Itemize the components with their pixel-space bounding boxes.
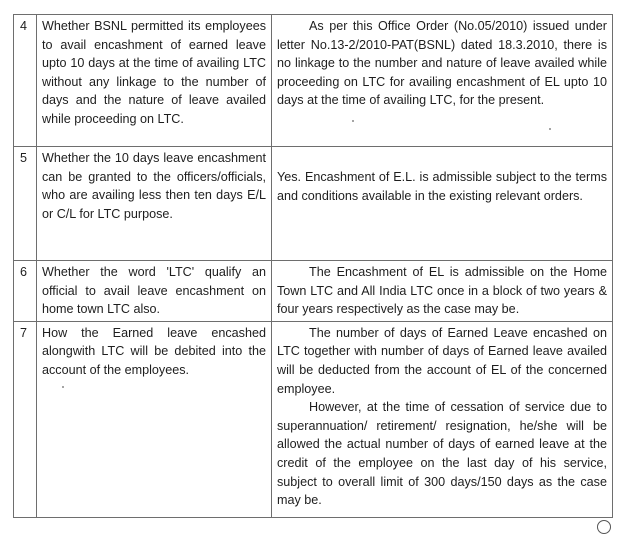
- answer-cell: [272, 147, 613, 261]
- row-number: 6: [14, 261, 37, 322]
- row-number: 4: [14, 15, 37, 147]
- answer-paragraph: However, at the time of cessation of service due to superannuation/ retirement/ resignation, he/she will be allowed the actual number of days of earned leave at the credit of the employee on the last day of his service, subject to overall limit of 300 days/150 days as the case may be.: [277, 400, 607, 508]
- table-row: [14, 147, 613, 261]
- scan-speck: [549, 128, 551, 130]
- answer-paragraph: The Encashment of EL is admissible on the Home Town LTC and All India LTC once in a block of two years & four years respectively as the case may be.: [277, 265, 607, 317]
- scan-speck: [62, 386, 64, 388]
- table-row: [14, 321, 613, 517]
- answer-cell: [272, 15, 613, 147]
- answer-cell: [272, 321, 613, 517]
- question-cell: How the Earned leave encashed alongwith LTC will be debited into the account of the employees.: [37, 321, 272, 517]
- table-row: [14, 261, 613, 322]
- row-number: 7: [14, 321, 37, 517]
- scan-speck: [352, 120, 354, 122]
- answer-paragraph: The number of days of Earned Leave encashed on LTC together with number of days of Earned leave availed will be deducted from the account of EL of the concerned employee.: [277, 325, 607, 396]
- question-cell: Whether the word 'LTC' qualify an official to avail leave encashment on home town LTC also.: [37, 261, 272, 322]
- table-row: [14, 15, 613, 147]
- clarification-table: [13, 14, 613, 518]
- question-cell: Whether the 10 days leave encashment can be granted to the officers/officials, who are availing less then ten days E/L or C/L for LTC purpose.: [37, 147, 272, 261]
- answer-cell: [272, 261, 613, 322]
- question-cell: Whether BSNL permitted its employees to avail encashment of earned leave upto 10 days at the time of availing LTC without any linkage to the number of days and the nature of leave availed while proceeding on LTC.: [37, 15, 272, 147]
- page-corner-mark-icon: [597, 520, 611, 534]
- answer-paragraph: Yes. Encashment of E.L. is admissible subject to the terms and conditions available in the existing relevant orders.: [277, 170, 607, 203]
- row-number: 5: [14, 147, 37, 261]
- answer-paragraph: As per this Office Order (No.05/2010) issued under letter No.13-2/2010-PAT(BSNL) dated 18.3.2010, there is no linkage to the number and nature of leave availed while proceeding on LTC for availing encashment of EL upto 10 days at the time of availing LTC, for the present.: [277, 19, 607, 108]
